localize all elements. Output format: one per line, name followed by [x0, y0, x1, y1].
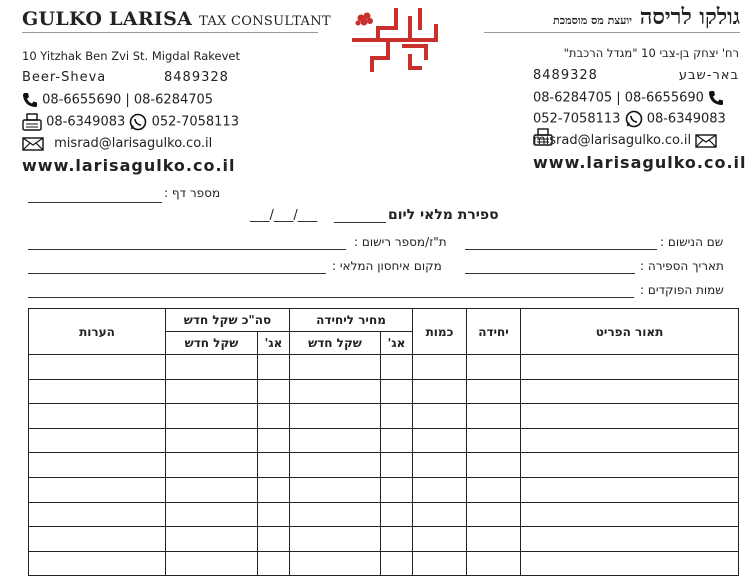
form-title: ספירת מלאי ליום — [388, 207, 499, 223]
table-cell[interactable] — [413, 502, 467, 527]
col-quantity-header: כמות — [413, 309, 467, 355]
date-field[interactable]: ___/___/___ — [250, 208, 318, 223]
table-cell[interactable] — [521, 428, 739, 453]
table-cell[interactable] — [29, 502, 166, 527]
header-role-he: יועצת מס מוסמכת — [553, 14, 633, 27]
table-cell[interactable] — [166, 551, 258, 576]
phone-icon — [708, 90, 724, 106]
table-cell[interactable] — [413, 453, 467, 478]
fax-he: 08-6349083 — [646, 111, 726, 127]
table-cell[interactable] — [381, 355, 413, 380]
table-cell[interactable] — [413, 477, 467, 502]
table-cell[interactable] — [381, 502, 413, 527]
zip-en: 8489328 — [164, 70, 229, 85]
table-cell[interactable] — [521, 477, 739, 502]
table-cell[interactable] — [381, 551, 413, 576]
header-name-en: GULKO LARISA TAX CONSULTANT — [22, 8, 331, 30]
table-cell[interactable] — [29, 453, 166, 478]
table-header-row — [29, 309, 739, 332]
table-cell[interactable] — [166, 379, 258, 404]
col-total-header: סה"כ שקל חדש — [166, 309, 290, 332]
page-number-field[interactable] — [28, 202, 162, 203]
table-cell[interactable] — [381, 428, 413, 453]
table-cell[interactable] — [166, 527, 258, 552]
table-cell[interactable] — [258, 404, 290, 429]
zip-he: 8489328 — [533, 68, 598, 83]
header-divider-he — [484, 32, 740, 33]
email-he[interactable]: misrad@larisagulko.co.il — [533, 133, 692, 148]
counters-label: שמות הפוקדים : — [640, 283, 724, 297]
table-row — [29, 355, 739, 380]
table-cell[interactable] — [381, 477, 413, 502]
table-cell[interactable] — [467, 527, 521, 552]
table-row — [29, 527, 739, 552]
table-cell[interactable] — [413, 379, 467, 404]
fax-row-en — [22, 113, 239, 131]
email-row-he — [533, 133, 717, 148]
table-cell[interactable] — [381, 453, 413, 478]
col-unit-header: יחידה — [467, 309, 521, 355]
col-notes-header: הערות — [29, 309, 166, 355]
col-description-header: תאור הפריט — [521, 309, 739, 355]
table-cell[interactable] — [290, 428, 381, 453]
email-en[interactable]: misrad@larisagulko.co.il — [54, 136, 213, 151]
table-cell[interactable] — [521, 502, 739, 527]
phone-icon — [22, 92, 38, 108]
table-cell[interactable] — [381, 527, 413, 552]
table-cell[interactable] — [258, 502, 290, 527]
phones-row-en — [22, 92, 213, 108]
table-cell[interactable] — [29, 551, 166, 576]
id-number-field[interactable] — [28, 249, 346, 250]
fax-icon — [22, 113, 42, 131]
table-cell[interactable] — [521, 551, 739, 576]
table-row — [29, 404, 739, 429]
table-row — [29, 502, 739, 527]
table-cell[interactable] — [166, 355, 258, 380]
table-cell[interactable] — [521, 355, 739, 380]
address-he: רח' יצחק בן-צבי 10 "מגדל הרכבת" — [563, 46, 739, 60]
mail-icon — [695, 134, 717, 148]
table-cell[interactable] — [290, 527, 381, 552]
company-logo — [348, 6, 448, 76]
table-cell[interactable] — [467, 477, 521, 502]
table-cell[interactable] — [413, 428, 467, 453]
table-cell[interactable] — [258, 355, 290, 380]
table-cell[interactable] — [467, 355, 521, 380]
table-cell[interactable] — [166, 453, 258, 478]
page-number-label: מספר דף : — [164, 186, 221, 200]
header-name-he: גולקו לריסה יועצת מס מוסמכת — [553, 4, 740, 30]
total-agorot-header: אג' — [258, 332, 290, 355]
table-cell[interactable] — [467, 404, 521, 429]
city-en: Beer-Sheva — [22, 70, 107, 85]
table-cell[interactable] — [467, 428, 521, 453]
table-cell[interactable] — [29, 428, 166, 453]
table-cell[interactable] — [413, 404, 467, 429]
table-cell[interactable] — [290, 404, 381, 429]
table-cell[interactable] — [258, 551, 290, 576]
table-cell[interactable] — [166, 404, 258, 429]
table-row — [29, 379, 739, 404]
count-date-field[interactable] — [465, 273, 635, 274]
table-cell[interactable] — [467, 453, 521, 478]
table-cell[interactable] — [290, 453, 381, 478]
table-cell[interactable] — [258, 453, 290, 478]
table-row — [29, 551, 739, 576]
table-row — [29, 428, 739, 453]
storage-place-label: מקום איחסון המלאי : — [332, 259, 442, 273]
table-cell[interactable] — [413, 355, 467, 380]
table-cell[interactable] — [29, 404, 166, 429]
table-cell[interactable] — [258, 428, 290, 453]
table-cell[interactable] — [258, 379, 290, 404]
header-role-en: TAX CONSULTANT — [199, 14, 331, 29]
table-cell[interactable] — [381, 379, 413, 404]
table-row — [29, 453, 739, 478]
count-date-label: תאריך הספירה : — [640, 259, 724, 273]
unit-price-agorot-header: אג' — [381, 332, 413, 355]
id-number-label: ת"ז/מספר רישום : — [354, 235, 447, 249]
website-he[interactable]: www.larisagulko.co.il — [533, 153, 747, 172]
table-cell[interactable] — [467, 379, 521, 404]
table-cell[interactable] — [290, 551, 381, 576]
total-shekel-header: שקל חדש — [166, 332, 258, 355]
count-day-field[interactable] — [334, 222, 386, 223]
table-cell[interactable] — [381, 404, 413, 429]
table-cell[interactable] — [521, 527, 739, 552]
table-cell[interactable] — [29, 355, 166, 380]
taxpayer-field[interactable] — [465, 249, 657, 250]
address-en: 10 Yitzhak Ben Zvi St. Migdal Rakevet — [22, 49, 240, 63]
table-row — [29, 477, 739, 502]
phones-he: 08-6284705 | 08-6655690 — [533, 90, 704, 106]
whatsapp-icon — [625, 110, 643, 128]
table-cell[interactable] — [258, 527, 290, 552]
table-cell[interactable] — [290, 355, 381, 380]
phones-row-he — [533, 90, 724, 106]
col-unit-price-header: מחיר ליחידה — [290, 309, 413, 332]
table-cell[interactable] — [290, 379, 381, 404]
taxpayer-label: שם הנישום : — [660, 235, 724, 249]
email-row-en — [22, 136, 212, 151]
phones-en: 08-6655690 | 08-6284705 — [42, 92, 214, 108]
fax-en: 08-6349083 — [46, 114, 126, 130]
table-cell[interactable] — [29, 379, 166, 404]
table-cell[interactable] — [258, 477, 290, 502]
table-cell[interactable] — [521, 453, 739, 478]
mobile-he: 052-7058113 — [533, 111, 621, 127]
table-cell[interactable] — [166, 428, 258, 453]
table-cell[interactable] — [29, 527, 166, 552]
table-cell[interactable] — [521, 379, 739, 404]
mail-icon — [22, 137, 44, 151]
table-cell[interactable] — [413, 551, 467, 576]
table-cell[interactable] — [467, 502, 521, 527]
inventory-table — [28, 308, 739, 576]
table-cell[interactable] — [290, 502, 381, 527]
table-cell[interactable] — [467, 551, 521, 576]
table-cell[interactable] — [166, 502, 258, 527]
table-cell[interactable] — [29, 477, 166, 502]
storage-place-field[interactable] — [28, 273, 326, 274]
unit-price-shekel-header: שקל חדש — [290, 332, 381, 355]
table-cell[interactable] — [166, 477, 258, 502]
table-cell[interactable] — [290, 477, 381, 502]
table-cell[interactable] — [413, 527, 467, 552]
whatsapp-icon — [129, 113, 147, 131]
counters-field[interactable] — [28, 297, 634, 298]
header-divider-en — [22, 32, 318, 33]
website-en[interactable]: www.larisagulko.co.il — [22, 156, 236, 175]
city-he: באר-שבע — [678, 68, 739, 83]
table-cell[interactable] — [521, 404, 739, 429]
table-body — [29, 355, 739, 576]
mobile-en: 052-7058113 — [151, 114, 239, 130]
